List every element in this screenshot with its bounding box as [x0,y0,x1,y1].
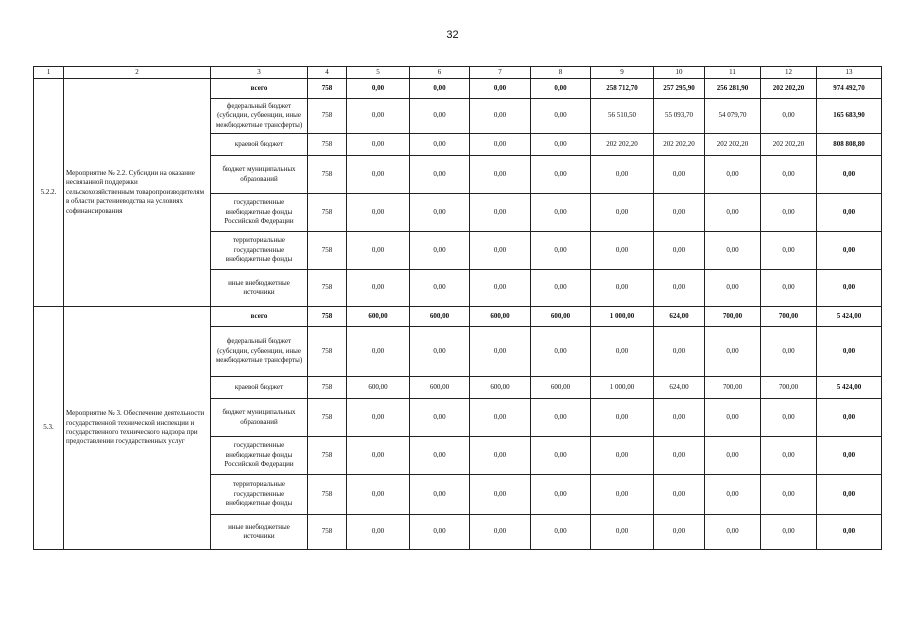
budget-code: 758 [308,377,347,399]
table-row [34,79,882,99]
year-value: 0,00 [705,194,761,232]
year-value: 0,00 [761,327,817,377]
budget-code: 758 [308,475,347,515]
year-value: 600,00 [531,307,591,327]
year-value: 0,00 [470,475,531,515]
year-value: 0,00 [531,327,591,377]
table-body [34,67,882,550]
header-cell: 5 [347,67,410,79]
budget-code: 758 [308,194,347,232]
year-value: 0,00 [347,475,410,515]
header-cell: 1 [34,67,64,79]
funding-source: всего [211,307,308,327]
budget-code: 758 [308,79,347,99]
year-value: 0,00 [410,156,470,194]
year-value: 0,00 [347,399,410,437]
year-value: 0,00 [654,156,705,194]
budget-code: 758 [308,134,347,156]
page-number: 32 [446,29,459,41]
year-value: 600,00 [410,377,470,399]
activity-description: Мероприятие № 2.2. Субсидии на оказание несвязанной поддержки сельскохозяйственным товаропроизводителям в области растениеводства на условиях софинансирования [64,79,211,307]
year-value: 600,00 [470,377,531,399]
total-value: 0,00 [817,270,882,307]
year-value: 0,00 [591,270,654,307]
year-value: 0,00 [705,475,761,515]
budget-code: 758 [308,327,347,377]
total-value: 0,00 [817,232,882,270]
year-value: 0,00 [761,399,817,437]
year-value: 0,00 [470,194,531,232]
header-cell: 8 [531,67,591,79]
year-value: 0,00 [705,515,761,550]
year-value: 0,00 [531,156,591,194]
total-value: 974 492,70 [817,79,882,99]
total-value: 0,00 [817,327,882,377]
total-value: 0,00 [817,399,882,437]
year-value: 202 202,20 [705,134,761,156]
section-code: 5.3. [34,307,64,550]
funding-source: всего [211,79,308,99]
funding-source: государственные внебюджетные фонды Российской Федерации [211,194,308,232]
budget-code: 758 [308,156,347,194]
year-value: 0,00 [531,232,591,270]
section-code: 5.2.2. [34,79,64,307]
year-value: 0,00 [347,99,410,134]
year-value: 0,00 [531,194,591,232]
budget-code: 758 [308,399,347,437]
year-value: 202 202,20 [654,134,705,156]
year-value: 0,00 [410,270,470,307]
year-value: 0,00 [591,232,654,270]
year-value: 256 281,90 [705,79,761,99]
total-value: 5 424,00 [817,307,882,327]
year-value: 600,00 [410,307,470,327]
year-value: 0,00 [470,327,531,377]
year-value: 600,00 [347,307,410,327]
header-cell: 3 [211,67,308,79]
year-value: 0,00 [347,232,410,270]
year-value: 0,00 [347,515,410,550]
funding-source: территориальные государственные внебюджетные фонды [211,475,308,515]
year-value: 55 093,70 [654,99,705,134]
year-value: 0,00 [654,515,705,550]
year-value: 0,00 [531,134,591,156]
year-value: 0,00 [470,399,531,437]
year-value: 54 079,70 [705,99,761,134]
year-value: 202 202,20 [591,134,654,156]
year-value: 0,00 [410,399,470,437]
header-row [34,67,882,79]
year-value: 0,00 [705,232,761,270]
year-value: 0,00 [410,475,470,515]
year-value: 0,00 [347,134,410,156]
year-value: 0,00 [470,99,531,134]
year-value: 0,00 [410,232,470,270]
year-value: 0,00 [347,270,410,307]
year-value: 0,00 [761,194,817,232]
header-cell: 12 [761,67,817,79]
header-cell: 6 [410,67,470,79]
year-value: 202 202,20 [761,79,817,99]
year-value: 0,00 [761,270,817,307]
year-value: 0,00 [591,156,654,194]
header-cell: 7 [470,67,531,79]
header-cell: 10 [654,67,705,79]
budget-code: 758 [308,307,347,327]
year-value: 600,00 [531,377,591,399]
year-value: 0,00 [654,327,705,377]
funding-source: иные внебюджетные источники [211,515,308,550]
year-value: 0,00 [761,156,817,194]
year-value: 0,00 [347,437,410,475]
year-value: 0,00 [591,399,654,437]
year-value: 0,00 [470,515,531,550]
funding-source: краевой бюджет [211,377,308,399]
year-value: 0,00 [761,437,817,475]
year-value: 0,00 [705,156,761,194]
year-value: 0,00 [531,399,591,437]
year-value: 0,00 [761,475,817,515]
year-value: 0,00 [531,475,591,515]
activity-description: Мероприятие № 3. Обеспечение деятельности государственной технической инспекции и государственного технического надзора при предоставлении государственных услуг [64,307,211,550]
year-value: 257 295,90 [654,79,705,99]
year-value: 0,00 [591,194,654,232]
header-cell: 9 [591,67,654,79]
budget-code: 758 [308,99,347,134]
year-value: 600,00 [347,377,410,399]
year-value: 0,00 [470,232,531,270]
year-value: 0,00 [470,134,531,156]
total-value: 0,00 [817,437,882,475]
year-value: 0,00 [705,327,761,377]
year-value: 0,00 [470,437,531,475]
total-value: 808 808,80 [817,134,882,156]
year-value: 0,00 [410,99,470,134]
year-value: 0,00 [591,437,654,475]
budget-code: 758 [308,437,347,475]
year-value: 0,00 [531,270,591,307]
table-row [34,307,882,327]
total-value: 0,00 [817,475,882,515]
budget-code: 758 [308,232,347,270]
year-value: 0,00 [654,270,705,307]
year-value: 0,00 [705,437,761,475]
budget-code: 758 [308,270,347,307]
year-value: 0,00 [705,270,761,307]
total-value: 165 683,90 [817,99,882,134]
funding-source: краевой бюджет [211,134,308,156]
year-value: 56 510,50 [591,99,654,134]
year-value: 1 000,00 [591,307,654,327]
year-value: 0,00 [531,437,591,475]
year-value: 600,00 [470,307,531,327]
header-cell: 2 [64,67,211,79]
funding-source: иные внебюджетные источники [211,270,308,307]
funding-source: территориальные государственные внебюджетные фонды [211,232,308,270]
year-value: 258 712,70 [591,79,654,99]
year-value: 0,00 [347,327,410,377]
year-value: 0,00 [531,99,591,134]
year-value: 0,00 [347,156,410,194]
year-value: 202 202,20 [761,134,817,156]
year-value: 0,00 [470,156,531,194]
budget-table [33,66,882,550]
year-value: 0,00 [347,194,410,232]
funding-source: федеральный бюджет (субсидии, субвенции, иные межбюджетные трансферты) [211,99,308,134]
year-value: 624,00 [654,307,705,327]
year-value: 0,00 [591,327,654,377]
total-value: 0,00 [817,515,882,550]
year-value: 0,00 [761,515,817,550]
funding-source: бюджет муниципальных образований [211,399,308,437]
year-value: 700,00 [761,307,817,327]
year-value: 0,00 [591,515,654,550]
year-value: 0,00 [410,134,470,156]
year-value: 0,00 [654,399,705,437]
year-value: 0,00 [347,79,410,99]
funding-source: федеральный бюджет (субсидии, субвенции, иные межбюджетные трансферты) [211,327,308,377]
year-value: 700,00 [705,307,761,327]
year-value: 0,00 [470,79,531,99]
year-value: 0,00 [410,79,470,99]
year-value: 0,00 [410,327,470,377]
year-value: 0,00 [705,399,761,437]
header-cell: 11 [705,67,761,79]
year-value: 0,00 [761,99,817,134]
funding-source: бюджет муниципальных образований [211,156,308,194]
total-value: 0,00 [817,194,882,232]
year-value: 0,00 [654,232,705,270]
year-value: 0,00 [410,437,470,475]
total-value: 0,00 [817,156,882,194]
year-value: 0,00 [531,515,591,550]
year-value: 624,00 [654,377,705,399]
header-cell: 4 [308,67,347,79]
header-cell: 13 [817,67,882,79]
year-value: 0,00 [410,194,470,232]
year-value: 0,00 [531,79,591,99]
year-value: 700,00 [705,377,761,399]
year-value: 0,00 [761,232,817,270]
year-value: 0,00 [410,515,470,550]
budget-code: 758 [308,515,347,550]
year-value: 700,00 [761,377,817,399]
year-value: 0,00 [654,437,705,475]
year-value: 0,00 [654,475,705,515]
total-value: 5 424,00 [817,377,882,399]
year-value: 1 000,00 [591,377,654,399]
year-value: 0,00 [470,270,531,307]
year-value: 0,00 [654,194,705,232]
year-value: 0,00 [591,475,654,515]
funding-source: государственные внебюджетные фонды Российской Федерации [211,437,308,475]
